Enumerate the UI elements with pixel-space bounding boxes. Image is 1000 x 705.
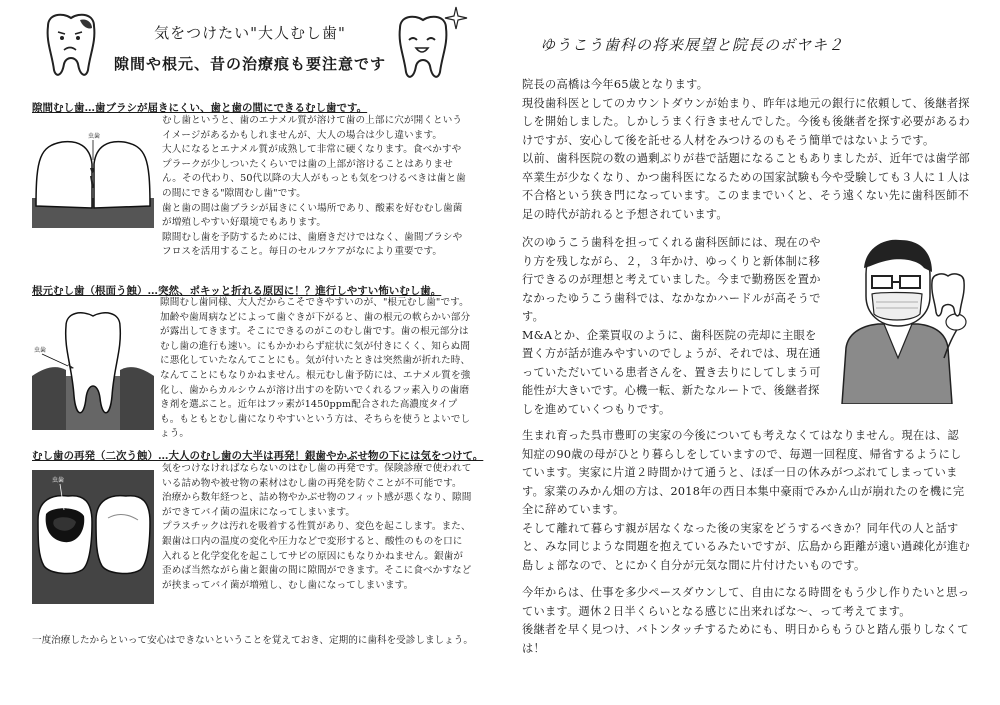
- section1-para: 歯と歯の間は歯ブラシが届きにくい場所であり、酸素を好むむし歯菌が増殖しやすい好環境でもあります。: [162, 202, 463, 229]
- section1-para: 隙間むし歯を予防するためには、歯磨きだけではなく、歯間ブラシやフロスを活用すること。毎日のセルフケアがなにより重要です。: [162, 231, 463, 258]
- right-para: 後継者を早く見つけ、バトンタッチするためにも、明日からもうひと踏ん張りしなくては！: [522, 623, 969, 655]
- fig3-label: 虫歯: [52, 477, 65, 484]
- fig1-label: 虫歯: [88, 133, 101, 140]
- title-line-2: 隙間や根元、昔の治療痕も要注意です: [113, 55, 386, 73]
- right-block-2: [522, 234, 822, 419]
- right-title: ゆうこう歯科の将来展望と院長のボヤキ２: [540, 36, 845, 54]
- gap-cavity-figure: [32, 128, 154, 228]
- secondary-caries-figure: [32, 470, 154, 604]
- tooth-icon: [928, 272, 968, 318]
- root-cavity-figure: [32, 306, 154, 430]
- section3-para: 気をつけなければならないのはむし歯の再発です。保険診療で使われている詰め物や被せ物の素材はむし歯の再発を防ぐことが不可能です。: [162, 463, 472, 489]
- right-para: 次のゆうこう歯科を担ってくれる歯科医師には、現在のやり方を残しながら、２，３年かけ、ゆっくりと新体制に移行できるのが理想と考えていました。今まで勤務医を置かなかったゆうこう歯科では、なかなかハードルが高そうです。: [522, 236, 821, 323]
- section2-para: 隙間むし歯同様、大人だからこそできやすいのが、"根元むし歯"です。加齢や歯周病などによって歯ぐきが下がると、歯の根元の軟らかい部分が露出してきます。そこにできるのがこのむし歯です。歯の根元部分はむし歯の進行も速い。にもかかわらず症状に気が付きにくく、知らぬ間に悪化していたなんてことにも。気が付いたときは突然歯が折れた時、なんてことにもなりかねません。根元むし歯予防には、エナメル質を強化し、歯からカルシウムが溶け出すのを防いでくれるフッ素入りの歯磨き剤を選ぶこと。近年はフッ素が1450ppm配合された高濃度タイプも。もともとむし歯になりやすいという方は、そちらを使うとよいでしょう。: [160, 297, 471, 440]
- sad-tooth-icon: [40, 12, 102, 78]
- section1-para: 大人になるとエナメル質が成熟して非常に硬くなります。食べかすやプラークが少しついたくらいでは歯の上部が溶けることはありません。その代わり、50代以降の大人がもっとも気をつけるべきは歯と歯の間にできる"隙間むし歯"です。: [162, 144, 466, 199]
- section1-para: むし歯というと、歯のエナメル質が溶けて歯の上部に穴が開くというイメージがあるかもしれませんが、大人の場合は少し違います。: [162, 115, 463, 141]
- section3-body: [162, 462, 472, 593]
- fig2-label: 虫歯: [34, 347, 47, 354]
- sparkle-icon: [444, 6, 468, 30]
- left-title: [100, 18, 400, 88]
- right-para: 今年からは、仕事を多少ペースダウンして、自由になる時間をもう少し作りたいと思っています。週休２日半くらいとなる感じに出来ればな～、って考えてます。: [522, 586, 970, 618]
- right-block-4: [522, 584, 970, 658]
- section2-heading: 根元むし歯（根面う蝕）…突然、ポキッと折れる原因に！？進行しやすい怖いむし歯。: [32, 285, 442, 297]
- right-block-3: [522, 427, 970, 575]
- title-line-1: 気をつけたい"大人むし歯": [154, 24, 346, 42]
- section1-heading: 隙間むし歯…歯ブラシが届きにくい、歯と歯の間にできるむし歯です。: [32, 102, 368, 114]
- right-para: 現役歯科医としてのカウントダウンが始まり、昨年は地元の銀行に依頼して、後継者探しを開始しました。しかしうまく行きませんでした。今後も後継者を探す必要があるわけですが、安心して後を託せる人材をみつけるのもそう簡単ではないようです。: [522, 96, 971, 147]
- section3-heading: むし歯の再発（二次う蝕）…大人のむし歯の大半は再発！銀歯やかぶせ物の下には気をつけて。: [32, 450, 484, 462]
- right-para: M&Aとか、企業買収のように、歯科医院の売却に主眼を置く方が話が進みやすいのでしょうが、それでは、現在通っていただいている患者さんを、置き去りにしてしまう可能性が大きいです。心機一転、新たなルートで、後継者探しを進めていくつもりです。: [522, 328, 821, 416]
- section3-para: プラスチックは汚れを吸着する性質があり、変色を起こします。また、銀歯は口内の温度の変化や圧力などで変形すると、酸性のものを口に入れると化学変化を起こしてサビの原因にもなりかねません。銀歯が歪めば当然ながら歯と銀歯の間に隙間ができます。そこに食べかすなどが挟まってバイ菌が増殖し、むし歯になってしまいます。: [162, 521, 472, 591]
- right-para: 院長の高橋は今年65歳となります。: [522, 78, 709, 91]
- section3-para: 治療から数年経つと、詰め物やかぶせ物のフィット感が悪くなり、隙間ができてバイ菌の温床になってしまいます。: [162, 492, 472, 518]
- right-block-1: [522, 76, 970, 224]
- right-para: そして離れて暮らす親が居なくなった後の実家をどうするべきか？同年代の人と話すと、みな同じような問題を抱えているみたいですが、広島から距離が遠い過疎化が進む島しょ部なので、とにかく自分が元気な間に片付けたいものです。: [522, 521, 971, 572]
- dentist-doctor-icon: [832, 238, 972, 404]
- section1-body: [162, 114, 470, 260]
- section2-body: [160, 296, 472, 442]
- left-footer-note: 一度治療したからといって安心はできないということを覚えておき、定期的に歯科を受診しましょう。: [32, 635, 473, 646]
- right-para: 以前、歯科医院の数の過剰ぶりが巷で話題になることもありましたが、近年では歯学部卒業生が少なくなり、かつ歯科医になるための国家試験も今や受験しても３人に１人は不合格という狭き門になっています。このままでいくと、そう遠くない先に歯科医師不足の時代が訪れると予想されています。: [522, 152, 971, 221]
- right-para: 生まれ育った呉市豊町の実家の今後についても考えなくてはなりません。現在は、認知症の90歳の母がひとり暮らしをしていますので、毎週一回程度、帰省するようにしています。実家に片道２時間かけて通うと、ほぼ一日の休みがつぶれてしまっています。家業のみかん畑の方は、2018年の西日本集中豪雨でみかん山が崩れたのを機に完全に辞めています。: [522, 429, 965, 516]
